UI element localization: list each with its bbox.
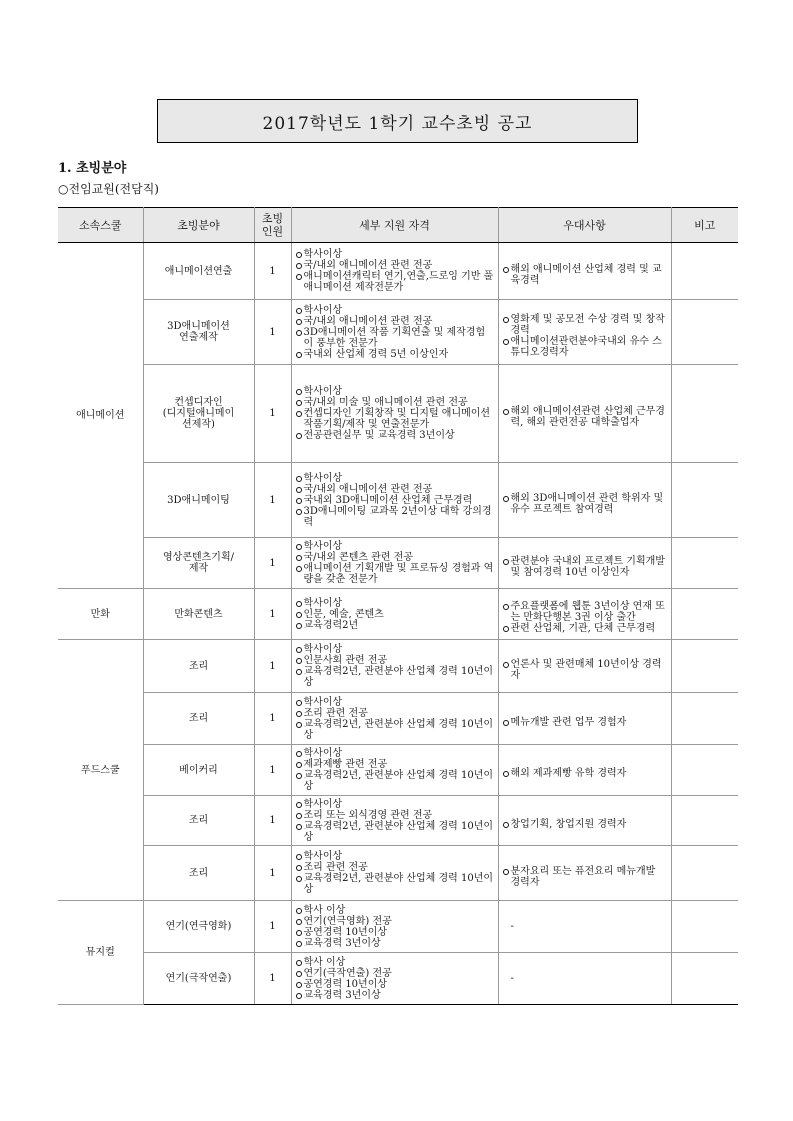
qualifications-cell xyxy=(291,745,498,796)
list-item: 해외 애니메이션 산업체 경력 및 교육경력 xyxy=(502,264,668,286)
remarks-cell xyxy=(671,640,738,693)
list-item: 학사이상 xyxy=(295,386,495,397)
header-school: 소속스쿨 xyxy=(58,208,143,243)
list-item: 관련분야 국내외 프로젝트 기획개발 및 참여경력 10년 이상인자 xyxy=(502,556,668,578)
preferences-list xyxy=(502,866,668,888)
preferences-list xyxy=(502,264,668,286)
list-item: 국/내외 애니메이션 관련 전공 xyxy=(295,484,495,495)
list-item: 창업기획, 창업지원 경력자 xyxy=(502,819,668,830)
list-item: 분자요리 또는 퓨전요리 메뉴개발 경력자 xyxy=(502,866,668,888)
list-item: 관련 산업체, 기관, 단체 근무경력 xyxy=(502,623,668,634)
field-cell: 컨셉디자인 (디지털애니메이 션제작) xyxy=(143,365,254,463)
qualifications-list xyxy=(295,598,495,631)
list-item: 영화제 및 공모전 수상 경력 및 창작경력 xyxy=(502,314,668,336)
list-item: 공연경력 10년이상 xyxy=(295,979,495,990)
list-item: 학사 이상 xyxy=(295,957,495,968)
school-cell: 애니메이션 xyxy=(58,243,143,589)
count-cell: 1 xyxy=(254,953,291,1005)
school-cell: 만화 xyxy=(58,589,143,640)
preferences-cell xyxy=(498,243,671,300)
table-row xyxy=(58,846,738,901)
preferences-list xyxy=(502,406,668,428)
remarks-cell xyxy=(671,463,738,538)
qualifications-cell xyxy=(291,953,498,1005)
list-item: 제과제빵 관련 전공 xyxy=(295,759,495,770)
field-cell: 애니메이션연출 xyxy=(143,243,254,300)
field-cell: 3D애니메이션 연출제작 xyxy=(143,300,254,365)
list-item: 국/내외 애니메이션 관련 전공 xyxy=(295,316,495,327)
preferences-cell xyxy=(498,745,671,796)
table-row xyxy=(58,300,738,365)
list-item: 국내외 3D애니메이션 산업체 근무경력 xyxy=(295,495,495,506)
field-cell: 조리 xyxy=(143,846,254,901)
remarks-cell xyxy=(671,365,738,463)
list-item: 국/내외 애니메이션 관련 전공 xyxy=(295,260,495,271)
field-cell: 영상콘텐츠기획/ 제작 xyxy=(143,538,254,589)
list-item: 학사 이상 xyxy=(295,905,495,916)
qualifications-list xyxy=(295,249,495,293)
table-row xyxy=(58,463,738,538)
qualifications-list xyxy=(295,541,495,585)
list-item: 컨셉디자인 기획창작 및 디지털 애니메이션 작품기획/제작 및 연출전문가 xyxy=(295,408,495,430)
page-title: 2017학년도 1학기 교수초빙 공고 xyxy=(157,99,638,143)
remarks-cell xyxy=(671,796,738,846)
table-row xyxy=(58,589,738,640)
qualifications-list xyxy=(295,473,495,528)
preferences-text: - xyxy=(510,921,514,932)
list-item: 주요플랫폼에 웹툰 3년이상 연재 또는 만화단행본 3권 이상 출간 xyxy=(502,601,668,623)
preferences-list xyxy=(502,556,668,578)
qualifications-cell xyxy=(291,538,498,589)
preferences-cell xyxy=(498,846,671,901)
list-item: 3D애니메이션 작품 기획연출 및 제작경험이 풍부한 전문가 xyxy=(295,327,495,349)
remarks-cell xyxy=(671,693,738,745)
preferences-list xyxy=(502,314,668,358)
table-row xyxy=(58,640,738,693)
list-item: 3D애니메이팅 교과목 2년이상 대학 강의경력 xyxy=(295,506,495,528)
list-item: 학사이상 xyxy=(295,305,495,316)
preferences-cell xyxy=(498,589,671,640)
sub-heading: ○전임교원(전담직) xyxy=(58,182,159,196)
remarks-cell xyxy=(671,538,738,589)
list-item: 연기(극작연출) 전공 xyxy=(295,968,495,979)
qualifications-cell xyxy=(291,243,498,300)
list-item: 해외 제과제빵 유학 경력자 xyxy=(502,768,668,779)
list-item: 언론사 및 관련매체 10년이상 경력자 xyxy=(502,659,668,681)
header-count: 초빙 인원 xyxy=(254,208,291,243)
school-cell: 푸드스쿨 xyxy=(58,640,143,901)
count-cell: 1 xyxy=(254,243,291,300)
header-field: 초빙분야 xyxy=(143,208,254,243)
qualifications-cell xyxy=(291,693,498,745)
qualifications-list xyxy=(295,697,495,741)
list-item: 인문, 예술, 콘텐츠 xyxy=(295,609,495,620)
field-cell: 조리 xyxy=(143,640,254,693)
qualifications-list xyxy=(295,305,495,360)
count-cell: 1 xyxy=(254,693,291,745)
qualifications-list xyxy=(295,905,495,949)
remarks-cell xyxy=(671,846,738,901)
preferences-cell xyxy=(498,640,671,693)
preferences-list xyxy=(502,601,668,634)
school-cell: 뮤지컬 xyxy=(58,901,143,1005)
list-item: 국내외 산업체 경력 5년 이상인자 xyxy=(295,349,495,360)
table-row xyxy=(58,745,738,796)
qualifications-cell xyxy=(291,901,498,953)
count-cell: 1 xyxy=(254,538,291,589)
preferences-list xyxy=(502,659,668,681)
table-row xyxy=(58,693,738,745)
remarks-cell xyxy=(671,901,738,953)
list-item: 학사이상 xyxy=(295,799,495,810)
count-cell: 1 xyxy=(254,640,291,693)
table-body xyxy=(58,243,738,1005)
list-item: 학사이상 xyxy=(295,598,495,609)
list-item: 학사이상 xyxy=(295,697,495,708)
table-row xyxy=(58,953,738,1005)
qualifications-cell xyxy=(291,463,498,538)
list-item: 애니메이션관련분야국내외 유수 스튜디오경력자 xyxy=(502,336,668,358)
table-row xyxy=(58,365,738,463)
field-cell: 조리 xyxy=(143,796,254,846)
list-item: 교육경력2년, 관련분야 산업체 경력 10년이상 xyxy=(295,821,495,843)
qualifications-cell xyxy=(291,365,498,463)
preferences-cell xyxy=(498,796,671,846)
qualifications-cell xyxy=(291,846,498,901)
count-cell: 1 xyxy=(254,846,291,901)
qualifications-list xyxy=(295,799,495,843)
qualifications-list xyxy=(295,851,495,895)
field-cell: 베이커리 xyxy=(143,745,254,796)
preferences-list xyxy=(502,493,668,515)
recruitment-table xyxy=(58,207,738,1005)
table-row xyxy=(58,901,738,953)
preferences-cell xyxy=(498,953,671,1005)
count-cell: 1 xyxy=(254,463,291,538)
field-cell: 연기(연극영화) xyxy=(143,901,254,953)
preferences-cell xyxy=(498,463,671,538)
list-item: 조리 또는 외식경영 관련 전공 xyxy=(295,810,495,821)
list-item: 인문사회 관련 전공 xyxy=(295,655,495,666)
list-item: 조리 관련 전공 xyxy=(295,862,495,873)
list-item: 전공관련실무 및 교육경력 3년이상 xyxy=(295,430,495,441)
list-item: 교육경력2년 xyxy=(295,620,495,631)
list-item: 해외 애니메이션관련 산업체 근무경력, 해외 관련전공 대학출업자 xyxy=(502,406,668,428)
list-item: 학사이상 xyxy=(295,249,495,260)
list-item: 교육경력 3년이상 xyxy=(295,938,495,949)
preferences-text: - xyxy=(510,973,514,984)
list-item: 애니메이션 기획개발 및 프로듀싱 경험과 역량을 갖춘 전문가 xyxy=(295,563,495,585)
count-cell: 1 xyxy=(254,796,291,846)
field-cell: 만화콘텐츠 xyxy=(143,589,254,640)
preferences-cell xyxy=(498,538,671,589)
list-item: 국/내외 미술 및 애니메이션 관련 전공 xyxy=(295,397,495,408)
remarks-cell xyxy=(671,243,738,300)
qualifications-cell xyxy=(291,796,498,846)
qualifications-cell xyxy=(291,640,498,693)
preferences-cell xyxy=(498,693,671,745)
preferences-cell xyxy=(498,365,671,463)
count-cell: 1 xyxy=(254,365,291,463)
preferences-cell xyxy=(498,901,671,953)
header-preferences: 우대사항 xyxy=(498,208,671,243)
remarks-cell xyxy=(671,300,738,365)
list-item: 애니메이션캐릭터 연기,연출,드로잉 기반 풀애니메이션 제작전문가 xyxy=(295,271,495,293)
remarks-cell xyxy=(671,953,738,1005)
count-cell: 1 xyxy=(254,589,291,640)
field-cell: 연기(극작연출) xyxy=(143,953,254,1005)
list-item: 교육경력2년, 관련분야 산업체 경력 10년이상 xyxy=(295,873,495,895)
qualifications-list xyxy=(295,957,495,1001)
list-item: 교육경력2년, 관련분야 산업체 경력 10년이상 xyxy=(295,666,495,688)
preferences-cell xyxy=(498,300,671,365)
table-row xyxy=(58,538,738,589)
count-cell: 1 xyxy=(254,300,291,365)
header-qualifications: 세부 지원 자격 xyxy=(291,208,498,243)
preferences-list xyxy=(502,819,668,830)
list-item: 조리 관련 전공 xyxy=(295,708,495,719)
list-item: 교육경력2년, 관련분야 산업체 경력 10년이상 xyxy=(295,719,495,741)
field-cell: 3D애니메이팅 xyxy=(143,463,254,538)
list-item: 공연경력 10년이상 xyxy=(295,927,495,938)
list-item: 해외 3D애니메이션 관련 학위자 및 유수 프로젝트 참여경력 xyxy=(502,493,668,515)
header-remarks: 비고 xyxy=(671,208,738,243)
list-item: 교육경력 3년이상 xyxy=(295,990,495,1001)
list-item: 학사이상 xyxy=(295,473,495,484)
qualifications-list xyxy=(295,386,495,441)
list-item: 학사이상 xyxy=(295,541,495,552)
list-item: 메뉴개발 관련 업무 경험자 xyxy=(502,717,668,728)
preferences-list xyxy=(502,768,668,779)
table-row xyxy=(58,243,738,300)
list-item: 연기(연극영화) 전공 xyxy=(295,916,495,927)
qualifications-list xyxy=(295,644,495,688)
list-item: 학사이상 xyxy=(295,748,495,759)
list-item: 학사이상 xyxy=(295,644,495,655)
preferences-list xyxy=(502,717,668,728)
list-item: 학사이상 xyxy=(295,851,495,862)
table-header-row xyxy=(58,208,738,243)
count-cell: 1 xyxy=(254,901,291,953)
count-cell: 1 xyxy=(254,745,291,796)
list-item: 교육경력2년, 관련분야 산업체 경력 10년이상 xyxy=(295,770,495,792)
qualifications-cell xyxy=(291,300,498,365)
list-item: 국/내외 콘텐츠 관련 전공 xyxy=(295,552,495,563)
field-cell: 조리 xyxy=(143,693,254,745)
remarks-cell xyxy=(671,589,738,640)
remarks-cell xyxy=(671,745,738,796)
qualifications-list xyxy=(295,748,495,792)
section-heading: 1. 초빙분야 xyxy=(58,161,127,176)
qualifications-cell xyxy=(291,589,498,640)
table-row xyxy=(58,796,738,846)
